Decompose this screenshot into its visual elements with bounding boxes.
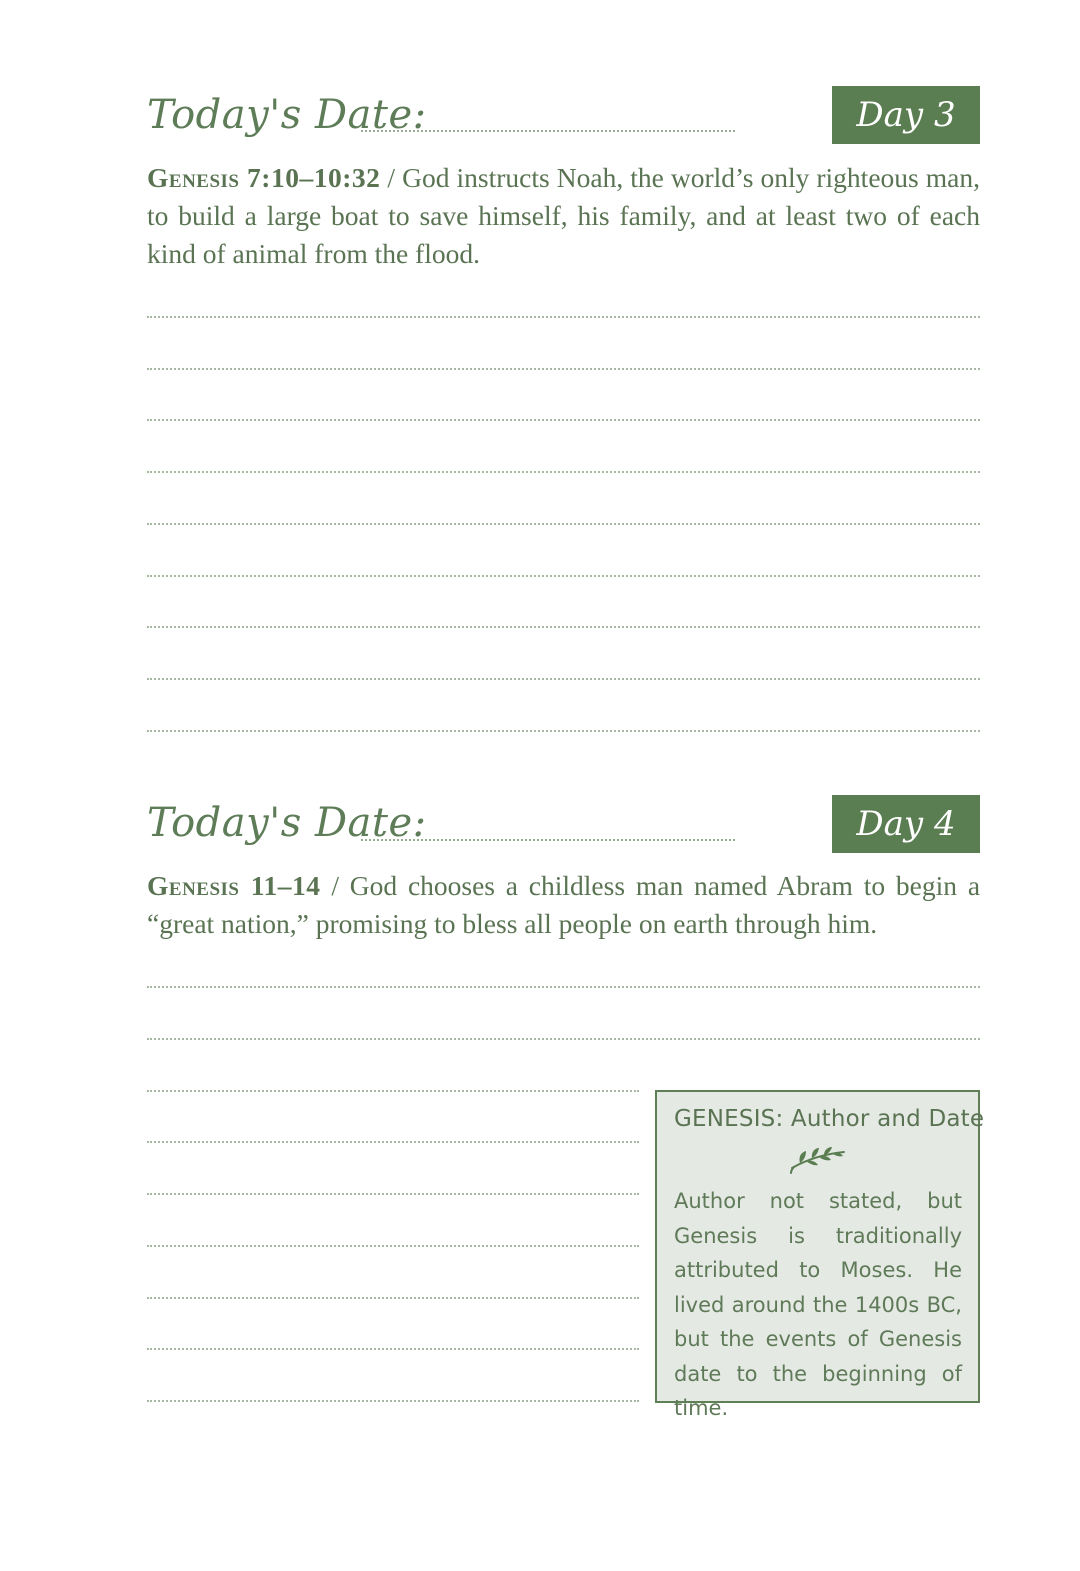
reading-summary (147, 867, 980, 943)
scripture-reference: Genesis 11–14 (147, 870, 321, 901)
todays-date-label: Today's Date: (147, 92, 427, 138)
journal-line[interactable] (147, 1297, 639, 1299)
info-box-title: GENESIS: Author and Date (674, 1106, 985, 1132)
journal-line[interactable] (147, 1038, 980, 1040)
journal-line[interactable] (147, 1193, 639, 1195)
journal-line[interactable] (147, 1400, 639, 1402)
reference-separator: / (380, 162, 403, 193)
todays-date-label: Today's Date: (147, 800, 427, 846)
journal-line[interactable] (147, 1245, 639, 1247)
journal-line[interactable] (147, 986, 980, 988)
summary-text: God chooses a childless man named Abram to begin a “great nation,” promising to bless all people on earth through him. (147, 870, 981, 939)
journal-line[interactable] (147, 1348, 639, 1350)
day-badge: Day 4 (832, 795, 980, 853)
journal-line[interactable] (147, 1090, 639, 1092)
journal-line[interactable] (147, 1141, 639, 1143)
scripture-reference: Genesis 7:10–10:32 (147, 162, 381, 193)
info-box-body: Author not stated, but Genesis is traditionally attributed to Moses. He lived around the 1400s BC, but the events of Genesis date to the beginning of time. (674, 1189, 962, 1420)
reference-separator: / (320, 870, 350, 901)
summary-text: God instructs Noah, the world’s only righteous man, to build a large boat to save himself, his family, and at least two of each kind of animal from the flood. (147, 162, 981, 269)
author-and-date-box (655, 1090, 985, 1420)
date-write-line[interactable] (361, 839, 735, 841)
day-badge: Day 3 (832, 86, 980, 144)
leaf-sprig-icon (786, 1142, 850, 1174)
